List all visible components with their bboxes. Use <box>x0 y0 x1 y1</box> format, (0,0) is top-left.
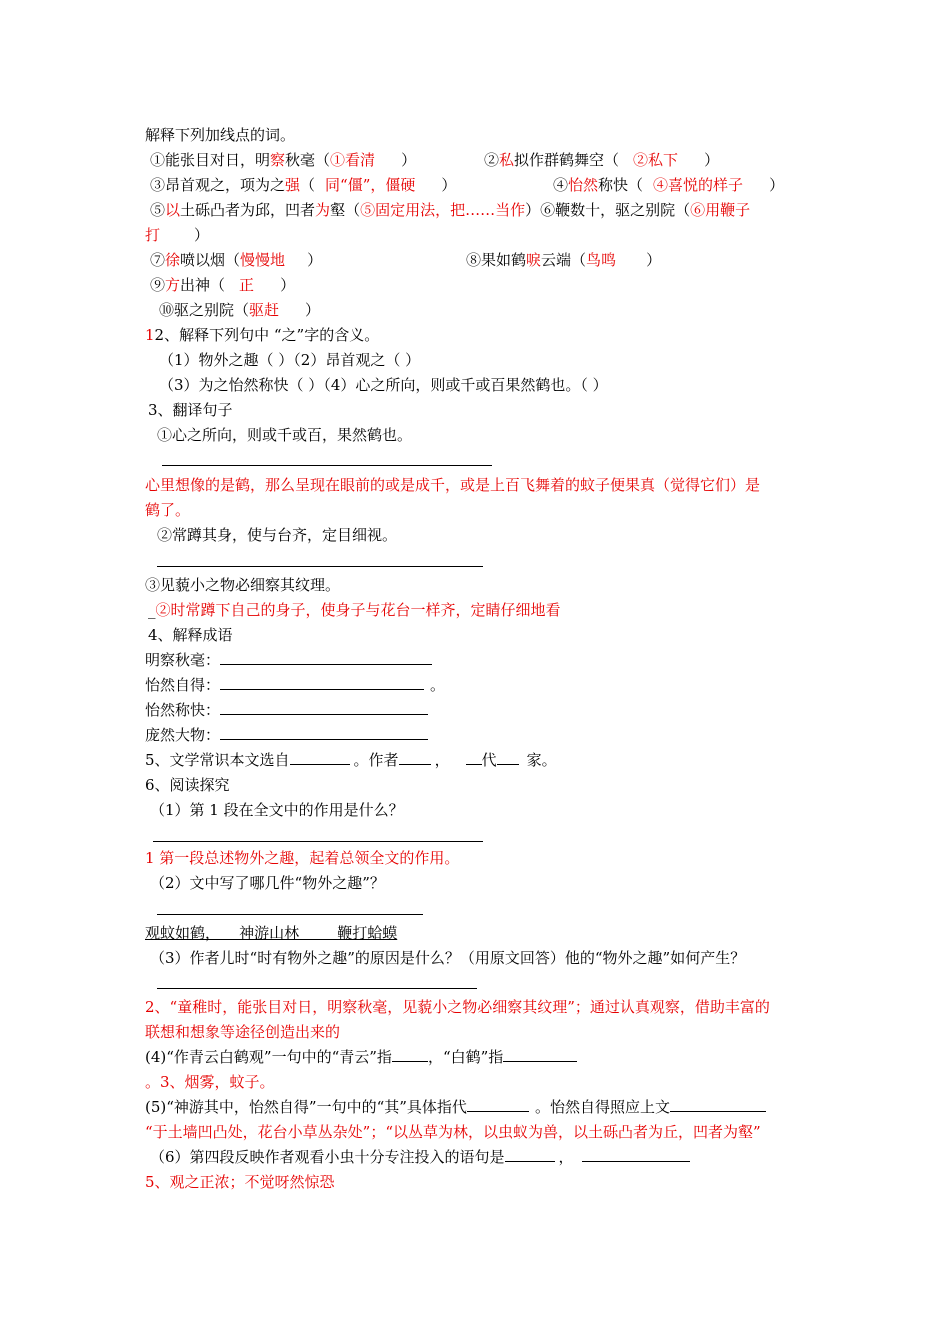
fill-blank <box>392 1047 428 1062</box>
text-run: 1 第一段总述物外之趣，起着总领全文的作用。 <box>145 849 460 867</box>
q2-line-1 <box>159 349 420 371</box>
text-run: ③昂首观之，项为之 <box>150 176 286 194</box>
text-run: 5、文学常识本文选自 <box>145 751 290 769</box>
text-run: 方 <box>165 276 181 294</box>
q3-answer-2 <box>148 599 561 621</box>
text-run: 6、阅读探究 <box>145 776 230 794</box>
text-run: “于土墙凹凸处，花台小草丛杂处”；“以丛草为林，以虫蚁为兽，以土砾凸者为丘，凹者为壑” <box>145 1123 761 1141</box>
text-run: 。 <box>430 676 446 694</box>
text-run: 怡然自得： <box>145 676 221 694</box>
text-run: 驱赶 <box>249 301 280 319</box>
fill-blank <box>505 1147 555 1162</box>
text-run: ，“白鹤”指 <box>427 1048 504 1066</box>
q1-item-3 <box>150 174 456 196</box>
text-run: 土砾凸者为邱，凹者 <box>180 201 316 219</box>
text-run: 云端（ <box>541 251 587 269</box>
text-run: ）⑥鞭数十，驱之别院（ <box>525 201 691 219</box>
fill-blank <box>399 750 431 765</box>
text-run: ④ <box>553 176 569 194</box>
text-run: 代 <box>481 751 497 769</box>
fill-blank <box>497 750 519 765</box>
q3-sentence-1 <box>157 424 412 446</box>
text-run: 称快（ <box>598 176 644 194</box>
text-run: 以 <box>165 201 181 219</box>
q1-item-8 <box>466 249 661 271</box>
text-run: ⑧果如鹤 <box>466 251 527 269</box>
text-run: ② <box>484 151 500 169</box>
text-run: ④喜悦的样子 <box>653 176 744 194</box>
text-run: 解释下列加线点的词。 <box>145 126 296 144</box>
text-run: 为 <box>315 201 331 219</box>
text-run: ） <box>305 301 321 319</box>
q6-question-6 <box>150 1146 690 1168</box>
text-run: 。3、烟雾，蚊子。 <box>145 1073 275 1091</box>
fill-blank <box>220 675 424 690</box>
q1-item-10 <box>159 299 320 321</box>
text-run: 联想和想象等途径创造出来的 <box>145 1023 341 1041</box>
text-run: 鸟鸣 <box>586 251 617 269</box>
q6-title <box>145 774 230 796</box>
q3-title <box>148 399 233 421</box>
text-run: （6）第四段反映作者观看小虫十分专注投入的语句是 <box>150 1148 505 1166</box>
q3-answer-1-cont <box>145 499 190 521</box>
fill-blank <box>220 725 428 740</box>
q4-item-4 <box>145 724 428 746</box>
q6-answer-4 <box>145 1071 275 1093</box>
text-run: (5)“神游其中，怡然自得”一句中的“其”具体指代 <box>145 1098 467 1116</box>
text-run: 察 <box>270 151 286 169</box>
text-run: （ <box>300 176 316 194</box>
q3-sentence-3 <box>145 574 340 596</box>
text-run: ⑨ <box>150 276 166 294</box>
q4-item-1 <box>145 649 432 671</box>
text-run: ） <box>704 151 720 169</box>
q1-item-5-6 <box>150 199 750 221</box>
text-run: 。作者 <box>353 751 399 769</box>
q6-question-5 <box>145 1096 766 1118</box>
q6-question-2 <box>150 872 385 894</box>
text-run: 私 <box>499 151 515 169</box>
q6-answer-5 <box>145 1121 761 1143</box>
q6-answer-3 <box>145 996 770 1018</box>
fill-blank <box>220 650 432 665</box>
q1-item-6-cont <box>145 224 209 246</box>
fill-blank <box>503 1047 577 1062</box>
page-title <box>145 124 295 146</box>
q1-item-4 <box>553 174 784 196</box>
text-run: ⑩驱之别院（ <box>159 301 250 319</box>
text-run: 打 <box>145 226 161 244</box>
text-run: ） <box>307 251 323 269</box>
text-run: 壑（ <box>330 201 361 219</box>
text-run: 唳 <box>526 251 542 269</box>
text-run: _ <box>148 601 156 619</box>
q6-answer-1 <box>145 847 459 869</box>
q1-item-9 <box>150 274 295 296</box>
q4-title <box>148 624 233 646</box>
text-run: 4、解释成语 <box>148 626 233 644</box>
q3-sentence-2 <box>157 524 397 546</box>
text-run: 3、翻译句子 <box>148 401 233 419</box>
text-run: ⑤ <box>150 201 166 219</box>
text-run: ， <box>434 751 450 769</box>
fill-blank <box>582 1147 690 1162</box>
text-run: ②常蹲其身，使与台齐，定目细视。 <box>157 526 398 544</box>
text-run: 出神（ <box>180 276 226 294</box>
text-run: 怡然 <box>568 176 599 194</box>
text-run: ②私下 <box>633 151 679 169</box>
text-run: 拟作群鹤舞空（ <box>514 151 620 169</box>
text-run: 1 <box>145 326 155 344</box>
q4-item-2 <box>145 674 445 696</box>
answer-line <box>157 914 423 915</box>
fill-blank <box>220 700 428 715</box>
q2-title <box>145 324 379 346</box>
answer-line <box>162 465 492 466</box>
answer-line <box>153 841 483 842</box>
text-run: ①能张目对日，明 <box>150 151 271 169</box>
q6-answer-6 <box>145 1171 335 1193</box>
q1-item-1 <box>150 149 416 171</box>
text-run: ①看清 <box>330 151 376 169</box>
text-run: ） <box>401 151 417 169</box>
text-run: 慢慢地 <box>240 251 286 269</box>
text-run: 2、“童稚时，能张目对日，明察秋毫，见藐小之物必细察其纹理”；通过认真观察，借助丰富的 <box>145 998 770 1016</box>
text-run: 同“僵”，僵硬 <box>325 176 416 194</box>
answer-line <box>157 566 483 567</box>
text-run: 鹤了。 <box>145 501 191 519</box>
text-run: （3）为之怡然称快（ ）（4）心之所向，则或千或百果然鹤也。（ ） <box>159 376 608 394</box>
text-run: ） <box>646 251 662 269</box>
text-run: 2、解释下列句中 “之”字的含义。 <box>154 326 380 344</box>
q1-item-7 <box>150 249 322 271</box>
text-run: ⑤固定用法，把……当作 <box>360 201 526 219</box>
text-run: ） <box>194 226 210 244</box>
q5-literature <box>145 749 557 771</box>
text-run: 心里想像的是鹤，那么呈现在眼前的或是成千，或是上百飞舞着的蚊子便果真（觉得它们）是 <box>145 476 761 494</box>
q6-answer-2 <box>145 922 397 944</box>
fill-blank <box>467 1097 529 1112</box>
text-run: ） <box>769 176 785 194</box>
text-run: ） <box>280 276 296 294</box>
text-run: ⑥用鞭子 <box>690 201 751 219</box>
text-run: ①心之所向，则或千或百，果然鹤也。 <box>157 426 413 444</box>
q6-question-3 <box>150 947 745 969</box>
text-run: (4)“作青云白鹤观”一句中的“青云”指 <box>145 1048 392 1066</box>
text-run: （1）物外之趣（ ）（2）昂首观之（ ） <box>159 351 421 369</box>
text-run: 家。 <box>526 751 557 769</box>
text-run: （1）第 1 段在全文中的作用是什么？ <box>150 801 404 819</box>
text-run: ， <box>558 1148 574 1166</box>
text-run: 。怡然自得照应上文 <box>534 1098 670 1116</box>
text-run: （3）作者儿时“时有物外之趣”的原因是什么？（用原文回答）他的“物外之趣”如何产生？ <box>150 949 746 967</box>
fill-blank <box>290 750 350 765</box>
text-run: 庞然大物： <box>145 726 221 744</box>
text-run: 徐 <box>165 251 181 269</box>
q1-item-2 <box>484 149 719 171</box>
text-run: 喷以烟（ <box>180 251 241 269</box>
text-run: ③见藐小之物必细察其纹理。 <box>145 576 341 594</box>
q3-answer-1 <box>145 474 760 496</box>
q2-line-2 <box>159 374 608 396</box>
q4-item-3 <box>145 699 428 721</box>
fill-blank <box>466 750 482 765</box>
text-run: 观蚊如鹤， 神游山林 鞭打蛤蟆 <box>145 924 398 942</box>
answer-line <box>157 988 477 989</box>
text-run: 秋毫（ <box>285 151 331 169</box>
text-run: 怡然称快： <box>145 701 221 719</box>
fill-blank <box>670 1097 766 1112</box>
text-run: ⑦ <box>150 251 166 269</box>
text-run: 正 <box>239 276 255 294</box>
text-run: ） <box>441 176 457 194</box>
q6-question-1 <box>150 799 404 821</box>
text-run: （2）文中写了哪几件“物外之趣”？ <box>150 874 385 892</box>
q6-question-4 <box>145 1046 577 1068</box>
text-run: ②时常蹲下自己的身子，使身子与花台一样齐，定睛仔细地看 <box>155 601 561 619</box>
text-run: 明察秋毫： <box>145 651 221 669</box>
text-run: 5、观之正浓；不觉呀然惊恐 <box>145 1173 335 1191</box>
q6-answer-3-cont <box>145 1021 340 1043</box>
text-run: 强 <box>285 176 301 194</box>
